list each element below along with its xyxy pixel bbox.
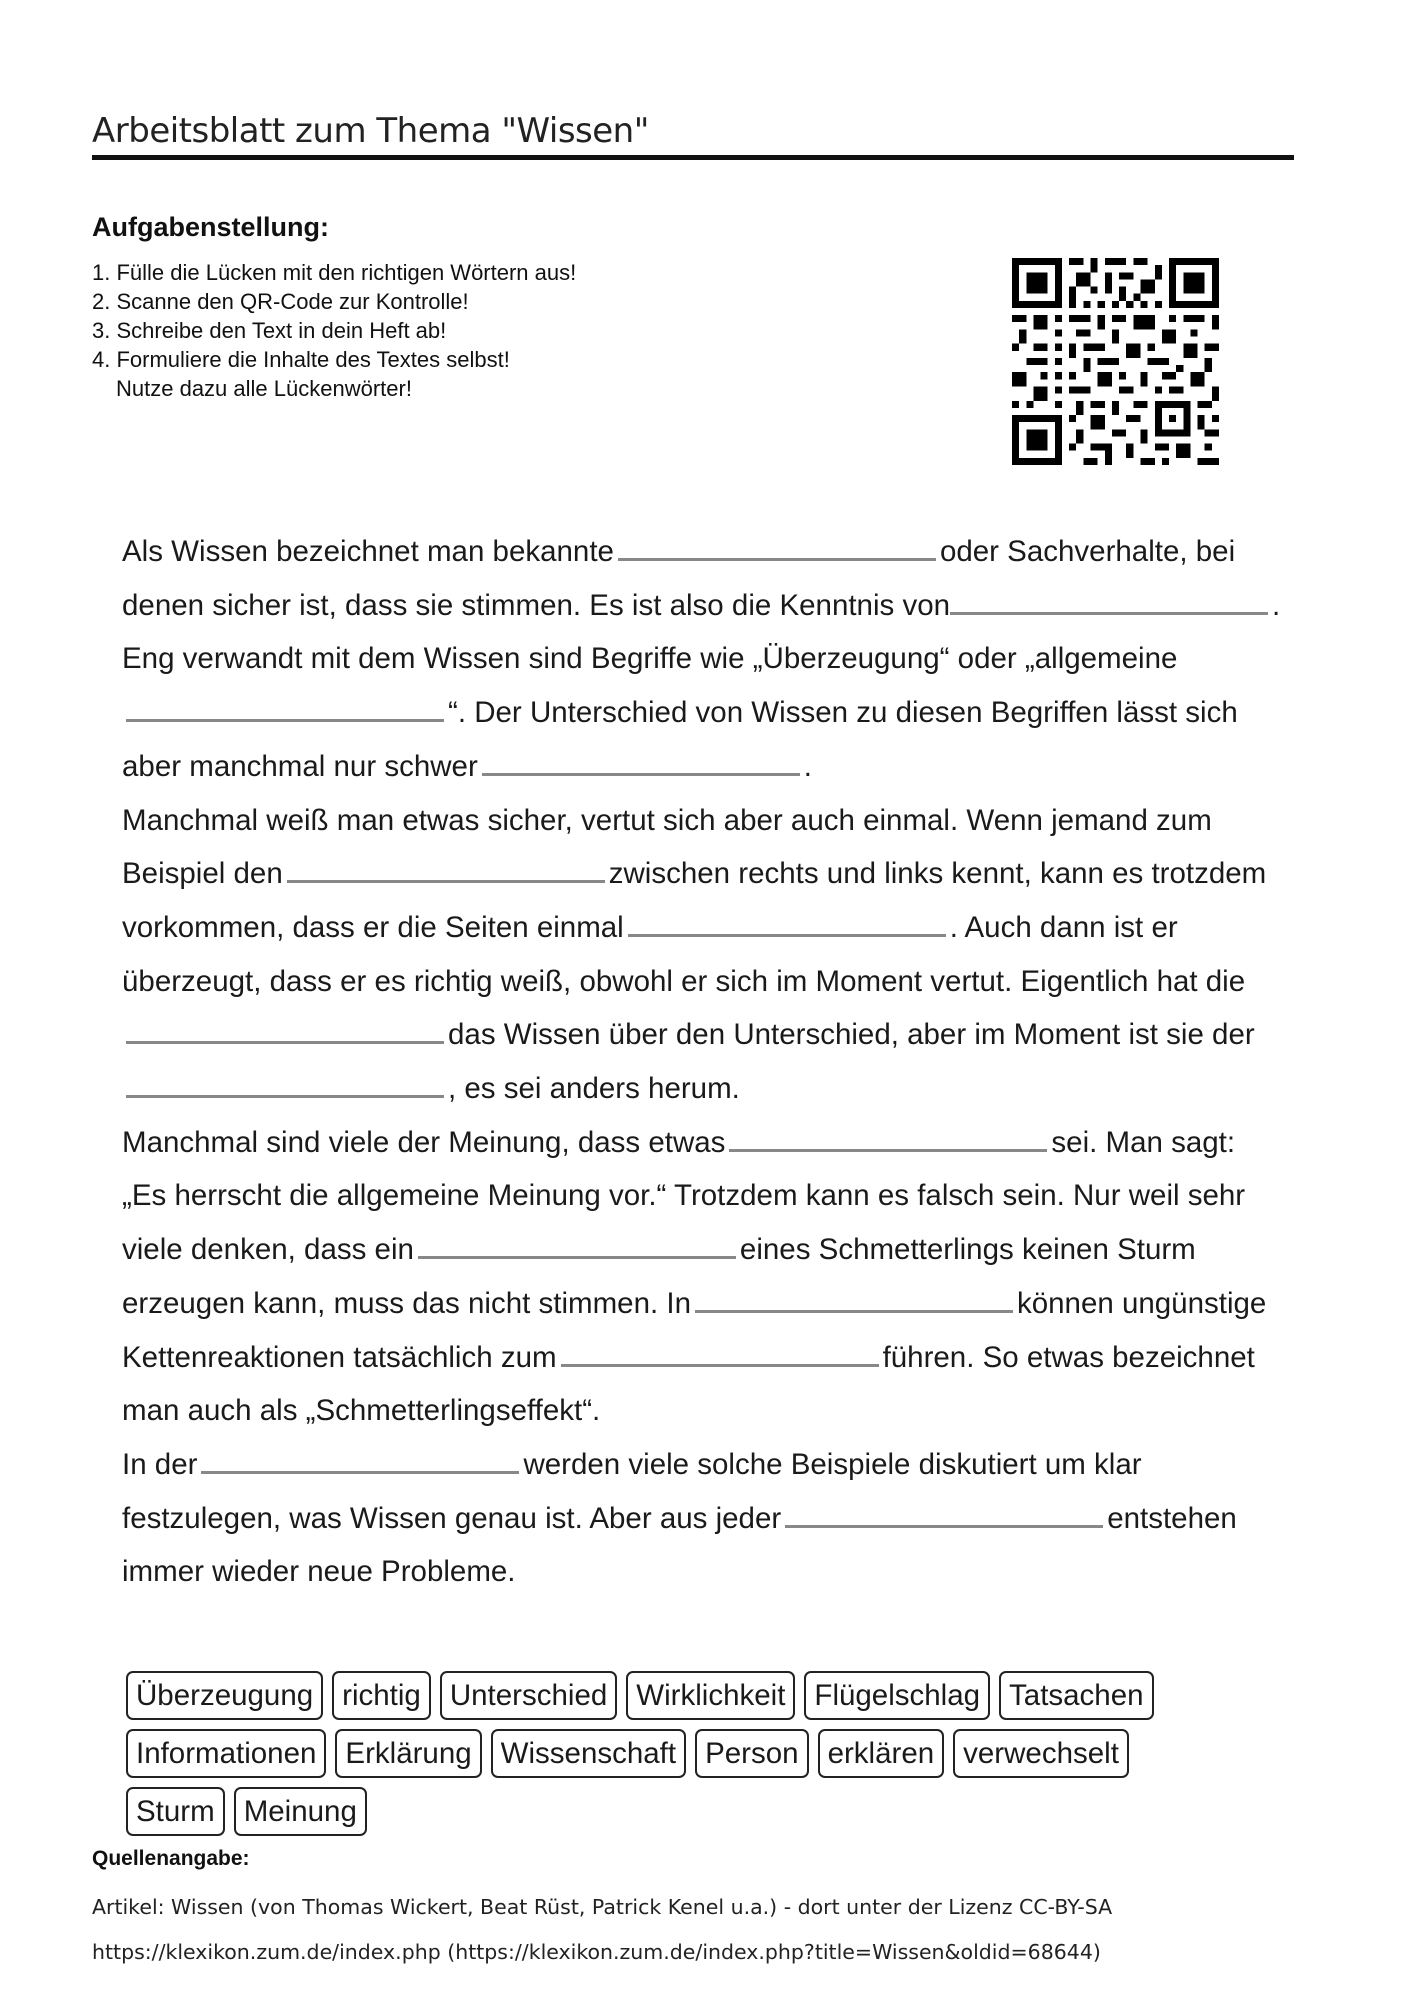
cloze-segment: “. Der Unterschied von Wissen zu diesen Begriffen lässt sich aber manchmal nur schwer (122, 696, 1238, 783)
word-chip[interactable]: Meinung (234, 1787, 367, 1836)
word-chip[interactable]: Wissenschaft (491, 1729, 686, 1778)
task-heading: Aufgabenstellung: (92, 212, 329, 242)
task-item: 2. Scanne den QR-Code zur Kontrolle! (92, 289, 469, 314)
word-chip[interactable]: verwechselt (953, 1729, 1129, 1778)
cloze-segment: In der (122, 1447, 198, 1481)
gap-field[interactable] (126, 1069, 444, 1098)
word-bank (126, 1671, 1226, 1845)
cloze-segment: , es sei anders herum. (448, 1072, 740, 1106)
word-chip[interactable]: Wirklichkeit (626, 1671, 795, 1720)
gap-field[interactable] (201, 1445, 519, 1474)
task-item: 1. Fülle die Lücken mit den richtigen Wörtern aus! (92, 260, 577, 285)
cloze-paragraph (122, 525, 1282, 794)
gap-field[interactable] (287, 854, 605, 883)
task-item: 3. Schreibe den Text in dein Heft ab! (92, 318, 447, 343)
word-chip[interactable]: Erklärung (335, 1729, 481, 1778)
gap-field[interactable] (418, 1230, 736, 1259)
word-chip[interactable]: Informationen (126, 1729, 326, 1778)
cloze-segment: Manchmal sind viele der Meinung, dass etwas (122, 1125, 726, 1159)
word-bank-row (126, 1729, 1226, 1778)
cloze-segment: das Wissen über den Unterschied, aber im Moment ist sie der (448, 1018, 1255, 1052)
cloze-segment: zwischen rechts und links kennt, kann es trotzdem vorkommen, dass er die Seiten einmal (122, 857, 1267, 944)
gap-field[interactable] (126, 693, 444, 722)
cloze-segment: oder Sachverhalte, bei denen sicher ist, dass sie stimmen. Es ist also die Kenntnis von (122, 535, 1236, 622)
cloze-paragraph (122, 794, 1282, 1116)
gap-field[interactable] (126, 1015, 444, 1044)
task-item-note: Nutze dazu alle Lückenwörter! (116, 376, 412, 401)
gap-field[interactable] (729, 1123, 1047, 1152)
cloze-segment: . (803, 749, 812, 783)
word-chip[interactable]: erklären (818, 1729, 945, 1778)
worksheet-title: Arbeitsblatt zum Thema "Wissen" (92, 112, 1294, 160)
task-item: 4. Formuliere die Inhalte des Textes selbst! (92, 347, 510, 372)
word-chip[interactable]: Tatsachen (999, 1671, 1153, 1720)
cloze-text (122, 525, 1282, 1599)
qr-code-icon[interactable] (1012, 258, 1219, 465)
source-heading: Quellenangabe: (92, 1847, 250, 1870)
cloze-segment: werden viele solche Beispiele diskutiert um klar festzulegen, was Wissen genau ist. Aber aus jeder (122, 1447, 1142, 1535)
gap-field[interactable] (561, 1338, 879, 1367)
gap-field[interactable] (482, 747, 800, 776)
gap-field[interactable] (785, 1499, 1103, 1528)
task-list (92, 258, 576, 403)
gap-field[interactable] (695, 1284, 1013, 1313)
cloze-segment: sei. Man sagt: „Es herrscht die allgemeine Meinung vor.“ Trotzdem kann es falsch sein. Nur weil sehr viele denken, dass ein (122, 1125, 1246, 1267)
word-chip[interactable]: richtig (332, 1671, 431, 1720)
word-chip[interactable]: Flügelschlag (804, 1671, 990, 1720)
cloze-segment: . Auch dann ist er überzeugt, dass er es richtig weiß, obwohl er sich im Moment vertut. Eigentlich hat die (122, 910, 1246, 998)
source-attribution: Artikel: Wissen (von Thomas Wickert, Beat Rüst, Patrick Kenel u.a.) - dort unter der Lizenz CC-BY-SA (92, 1895, 1113, 1919)
cloze-segment: führen. So etwas bezeichnet man auch als „Schmetterlingseffekt“. (122, 1340, 1255, 1428)
cloze-segment: entstehen immer wieder neue Probleme. (122, 1501, 1237, 1589)
word-chip[interactable]: Sturm (126, 1787, 225, 1836)
gap-field[interactable] (618, 532, 936, 561)
cloze-segment: eines Schmetterlings keinen Sturm erzeugen kann, muss das nicht stimmen. In (122, 1233, 1196, 1320)
word-chip[interactable]: Unterschied (440, 1671, 617, 1720)
word-bank-row (126, 1787, 1226, 1836)
word-chip[interactable]: Überzeugung (126, 1671, 323, 1720)
source-link[interactable]: https://klexikon.zum.de/index.php (https://klexikon.zum.de/index.php?title=Wissen&oldid=68644) (92, 1940, 1101, 1964)
word-bank-row (126, 1671, 1226, 1720)
cloze-segment: . Eng verwandt mit dem Wissen sind Begriffe wie „Überzeugung“ oder „allgemeine (122, 588, 1281, 676)
cloze-segment: Als Wissen bezeichnet man bekannte (122, 535, 614, 568)
cloze-paragraph (122, 1438, 1282, 1599)
cloze-segment: können ungünstige Kettenreaktionen tatsächlich zum (122, 1286, 1267, 1374)
cloze-segment: Manchmal weiß man etwas sicher, vertut sich aber auch einmal. Wenn jemand zum Beispiel den (122, 803, 1212, 891)
word-chip[interactable]: Person (695, 1729, 808, 1778)
gap-field[interactable] (628, 908, 946, 937)
cloze-paragraph (122, 1116, 1282, 1438)
gap-field[interactable] (950, 586, 1268, 615)
